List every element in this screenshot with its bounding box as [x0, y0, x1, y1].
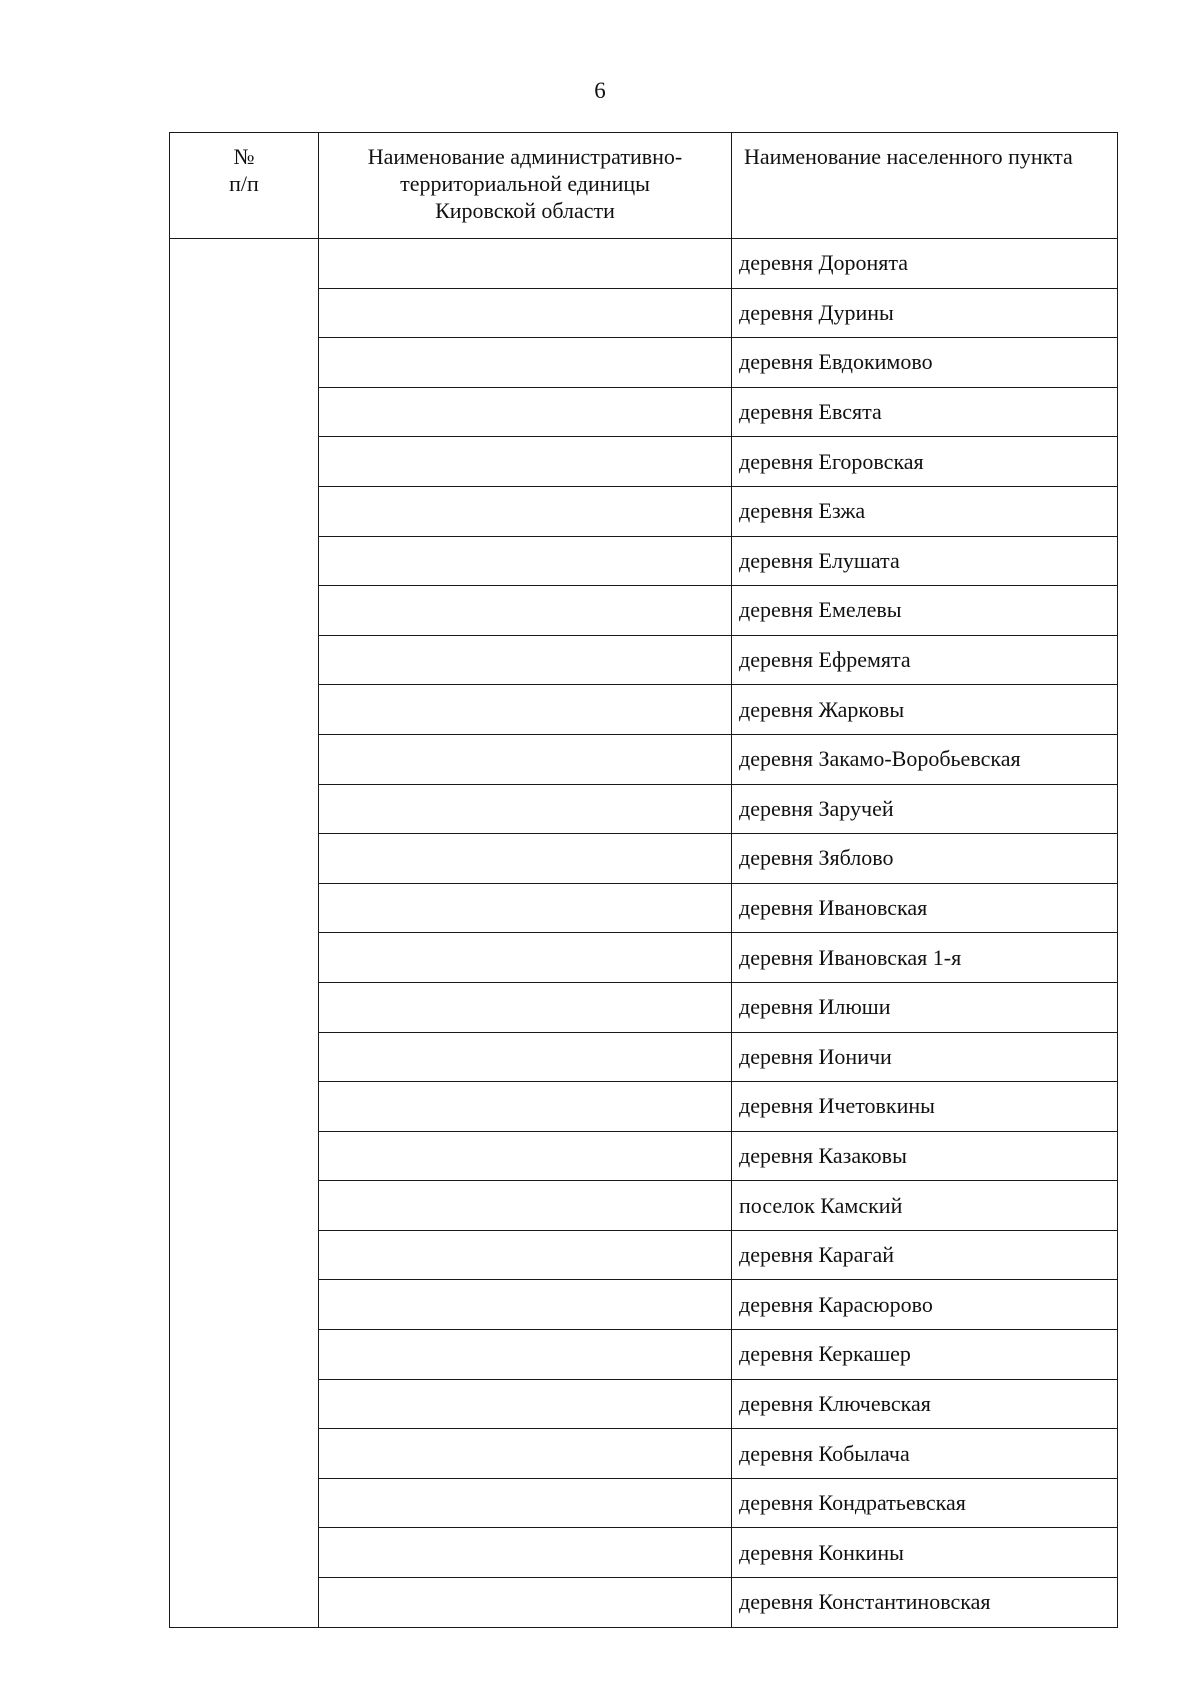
settlements-table — [169, 132, 1118, 1628]
settlement-name-cell: деревня Ивановская 1-я — [732, 933, 1118, 983]
admin-unit-cell — [319, 1280, 732, 1330]
table-body — [170, 239, 1118, 1628]
settlement-name-cell: деревня Ефремята — [732, 635, 1118, 685]
admin-unit-cell — [319, 784, 732, 834]
admin-unit-cell — [319, 1082, 732, 1132]
settlement-name-cell: деревня Жарковы — [732, 685, 1118, 735]
admin-unit-cell — [319, 883, 732, 933]
header-admin-unit-line: территориальной единицы — [400, 171, 650, 196]
settlement-name-cell: деревня Езжа — [732, 486, 1118, 536]
header-admin-unit-line: Кировской области — [435, 198, 615, 223]
settlement-name-cell: деревня Евдокимово — [732, 338, 1118, 388]
header-admin-unit — [319, 133, 732, 239]
table-row — [170, 239, 1118, 289]
settlement-name-cell: деревня Казаковы — [732, 1131, 1118, 1181]
admin-unit-cell — [319, 288, 732, 338]
settlement-name-cell: деревня Конкины — [732, 1528, 1118, 1578]
settlement-name-cell: деревня Елушата — [732, 536, 1118, 586]
settlement-name-cell: деревня Керкашер — [732, 1330, 1118, 1380]
settlement-name-cell: деревня Евсята — [732, 387, 1118, 437]
admin-unit-cell — [319, 982, 732, 1032]
admin-unit-cell — [319, 437, 732, 487]
admin-unit-cell — [319, 834, 732, 884]
settlement-name-cell: деревня Кобылача — [732, 1429, 1118, 1479]
admin-unit-cell — [319, 685, 732, 735]
admin-unit-cell — [319, 338, 732, 388]
settlement-name-cell: деревня Ичетовкины — [732, 1082, 1118, 1132]
settlement-name-cell: деревня Емелевы — [732, 586, 1118, 636]
admin-unit-cell — [319, 239, 732, 289]
admin-unit-cell — [319, 387, 732, 437]
settlement-name-cell: деревня Илюши — [732, 982, 1118, 1032]
admin-unit-cell — [319, 1478, 732, 1528]
settlement-name-cell: деревня Карагай — [732, 1230, 1118, 1280]
admin-unit-cell — [319, 635, 732, 685]
header-settlement — [732, 133, 1118, 239]
admin-unit-cell — [319, 1181, 732, 1231]
header-number — [170, 133, 319, 239]
settlement-name-cell: деревня Доронята — [732, 239, 1118, 289]
settlement-name-cell: деревня Заручей — [732, 784, 1118, 834]
admin-unit-cell — [319, 536, 732, 586]
admin-unit-cell — [319, 486, 732, 536]
admin-unit-cell — [319, 1429, 732, 1479]
admin-unit-cell — [319, 1131, 732, 1181]
admin-unit-cell — [319, 1230, 732, 1280]
settlement-name-cell: деревня Зяблово — [732, 834, 1118, 884]
header-number-line: № — [233, 144, 255, 169]
admin-unit-cell — [319, 1528, 732, 1578]
settlement-name-cell: деревня Кондратьевская — [732, 1478, 1118, 1528]
header-number-line: п/п — [229, 171, 259, 196]
admin-unit-cell — [319, 933, 732, 983]
admin-unit-cell — [319, 1379, 732, 1429]
settlement-name-cell: деревня Закамо-Воробьевская — [732, 734, 1118, 784]
header-admin-unit-line: Наименование административно- — [367, 144, 683, 169]
page-number: 6 — [594, 78, 606, 103]
settlement-name-cell: деревня Ивановская — [732, 883, 1118, 933]
admin-unit-cell — [319, 1032, 732, 1082]
settlement-name-cell: поселок Камский — [732, 1181, 1118, 1231]
settlement-name-cell: деревня Егоровская — [732, 437, 1118, 487]
admin-unit-cell — [319, 1578, 732, 1628]
admin-unit-cell — [319, 734, 732, 784]
settlement-name-cell: деревня Карасюрово — [732, 1280, 1118, 1330]
settlement-name-cell: деревня Константиновская — [732, 1578, 1118, 1628]
settlement-name-cell: деревня Дурины — [732, 288, 1118, 338]
admin-unit-cell — [319, 1330, 732, 1380]
settlement-name-cell: деревня Ключевская — [732, 1379, 1118, 1429]
table-header-row — [170, 133, 1118, 239]
settlement-name-cell: деревня Ионичи — [732, 1032, 1118, 1082]
header-settlement-line: Наименование населенного пункта — [744, 144, 1073, 169]
admin-unit-cell — [319, 586, 732, 636]
number-cell — [170, 239, 319, 1628]
